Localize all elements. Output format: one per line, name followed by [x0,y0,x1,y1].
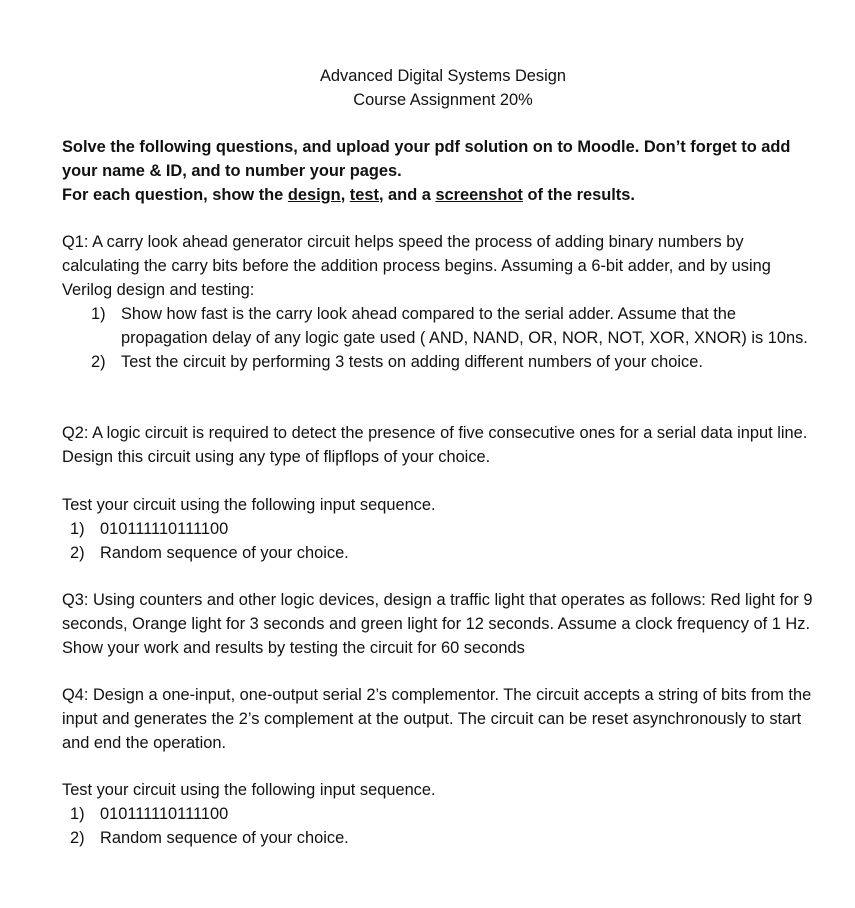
question-3 [62,588,822,660]
question-1 [62,230,822,374]
instructions [62,135,812,207]
q2-sequence-list [62,517,822,565]
instructions-line2 [62,183,812,207]
list-number: 2) [70,544,85,562]
screenshot-word: screenshot [435,186,523,204]
assignment-weight: Course Assignment 20% [353,91,533,109]
list-item [62,541,822,565]
design-word: design [287,186,341,204]
instructions-prefix: For each question, show the [62,186,288,204]
q2-intro: Q2: A logic circuit is required to detect the presence of five consecutive ones for a serial data input line. Design this circuit using any type of flipflops of your choice. [62,424,808,466]
list-item [62,802,822,826]
list-item [62,517,822,541]
q1-intro: Q1: A carry look ahead generator circuit helps speed the process of adding binary numbers by calculating the carry bits before the addition process begins. Assuming a 6-bit adder, and by using Verilog design and testing: [62,233,771,299]
q4-test-intro: Test your circuit using the following input sequence. [62,781,436,799]
instructions-line1: Solve the following questions, and upload your pdf solution on to Moodle. Don’t forget to add your name & ID, and to number your pages. [62,138,791,180]
q3-text: Q3: Using counters and other logic devices, design a traffic light that operates as follows: Red light for 9 seconds, Orange light for 3 seconds and green light for 12 seconds. Assume a clock frequency of 1 Hz. Show your work and results by testing the circuit for 60 seconds [62,591,813,657]
list-item [62,302,822,350]
list-number: 1) [70,805,85,823]
instructions-suffix: of the results. [522,186,635,204]
test-word: test [349,186,379,204]
list-number: 2) [70,829,85,847]
list-text: Random sequence of your choice. [100,544,349,562]
list-text: Random sequence of your choice. [100,829,349,847]
course-title: Advanced Digital Systems Design [320,67,566,85]
question-2 [62,421,822,469]
list-item [62,350,822,374]
list-item [62,826,822,850]
instructions-sep1: , [340,186,350,204]
q4-intro: Q4: Design a one-input, one-output serial 2’s complementor. The circuit accepts a string of bits from the input and generates the 2’s complement at the output. The circuit can be reset asynchronously to start and end the operation. [62,686,812,752]
list-text: Show how fast is the carry look ahead compared to the serial adder. Assume that the propagation delay of any logic gate used ( AND, NAND, OR, NOR, NOT, XOR, XNOR) is 10ns. [121,305,808,347]
list-text: 010111110111100 [100,805,229,823]
list-text: Test the circuit by performing 3 tests on adding different numbers of your choice. [121,353,703,371]
list-number: 1) [91,305,106,323]
q1-list [62,302,822,374]
question-4 [62,683,822,755]
title-block [0,64,855,112]
list-number: 1) [70,520,85,538]
question-4-test [62,778,822,850]
list-number: 2) [91,353,106,371]
question-2-test [62,493,822,565]
instructions-sep2: , and a [378,186,436,204]
list-text: 010111110111100 [100,520,229,538]
q2-test-intro: Test your circuit using the following input sequence. [62,496,436,514]
q4-sequence-list [62,802,822,850]
